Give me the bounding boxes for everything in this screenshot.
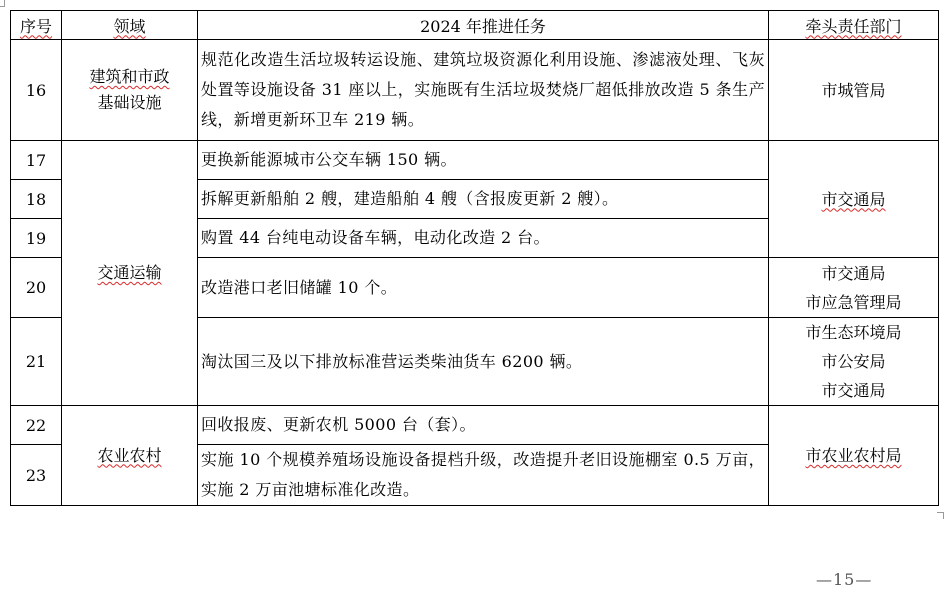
row-number: 17	[11, 141, 62, 180]
task-cell: 拆解更新船舶 2 艘，建造船舶 4 艘（含报废更新 2 艘）。	[198, 180, 769, 219]
task-cell: 购置 44 台纯电动设备车辆，电动化改造 2 台。	[198, 219, 769, 258]
dept-cell	[769, 318, 939, 406]
field-transport: 交通运输	[97, 263, 162, 282]
table-row	[11, 141, 939, 180]
row-number: 21	[11, 318, 62, 406]
margin-corner-mark	[937, 512, 944, 519]
header-no: 序号	[11, 11, 62, 40]
dept-line: 市交通局	[821, 381, 886, 400]
task-cell: 淘汰国三及以下排放标准营运类柴油货车 6200 辆。	[198, 318, 769, 406]
row-number: 20	[11, 258, 62, 318]
field-cell	[62, 40, 198, 141]
table-row	[11, 40, 939, 141]
header-task: 2024 年推进任务	[198, 11, 769, 40]
margin-corner-mark	[0, 0, 5, 7]
row-number: 23	[11, 445, 62, 506]
task-table	[10, 10, 939, 506]
row-number: 22	[11, 406, 62, 445]
dept-cell	[769, 258, 939, 318]
field-cell	[62, 406, 198, 506]
page-number: —15—	[816, 570, 873, 589]
table-row	[11, 406, 939, 445]
field-infra-line2: 基础设施	[97, 93, 162, 112]
table-header-row	[11, 11, 939, 40]
row-number: 19	[11, 219, 62, 258]
dept-line: 市生态环境局	[805, 323, 902, 342]
field-agri: 农业农村	[97, 445, 162, 465]
field-infra-line1: 建筑和市政	[89, 67, 170, 86]
task-cell: 改造港口老旧储罐 10 个。	[198, 258, 769, 318]
field-cell	[62, 141, 198, 406]
dept-line: 市应急管理局	[805, 292, 902, 312]
task-cell: 实施 10 个规模养殖场设施设备提档升级，改造提升老旧设施棚室 0.5 万亩，实施 2 万亩池塘标准化改造。	[198, 445, 769, 506]
task-cell: 规范化改造生活垃圾转运设施、建筑垃圾资源化利用设施、渗滤液处理、飞灰处置等设施设备 31 座以上，实施既有生活垃圾焚烧厂超低排放改造 5 条生产线，新增更新环卫车 219 辆。	[198, 40, 769, 141]
task-cell: 更换新能源城市公交车辆 150 辆。	[198, 141, 769, 180]
row-number: 16	[11, 40, 62, 141]
header-field: 领域	[62, 11, 198, 40]
dept-cell: 市交通局	[769, 141, 939, 258]
dept-cell: 市农业农村局	[769, 406, 939, 506]
dept-line: 市交通局	[821, 263, 886, 283]
task-cell: 回收报废、更新农机 5000 台（套）。	[198, 406, 769, 445]
dept-cell: 市城管局	[769, 40, 939, 141]
header-dept: 牵头责任部门	[769, 11, 939, 40]
dept-line: 市公安局	[821, 352, 886, 371]
row-number: 18	[11, 180, 62, 219]
